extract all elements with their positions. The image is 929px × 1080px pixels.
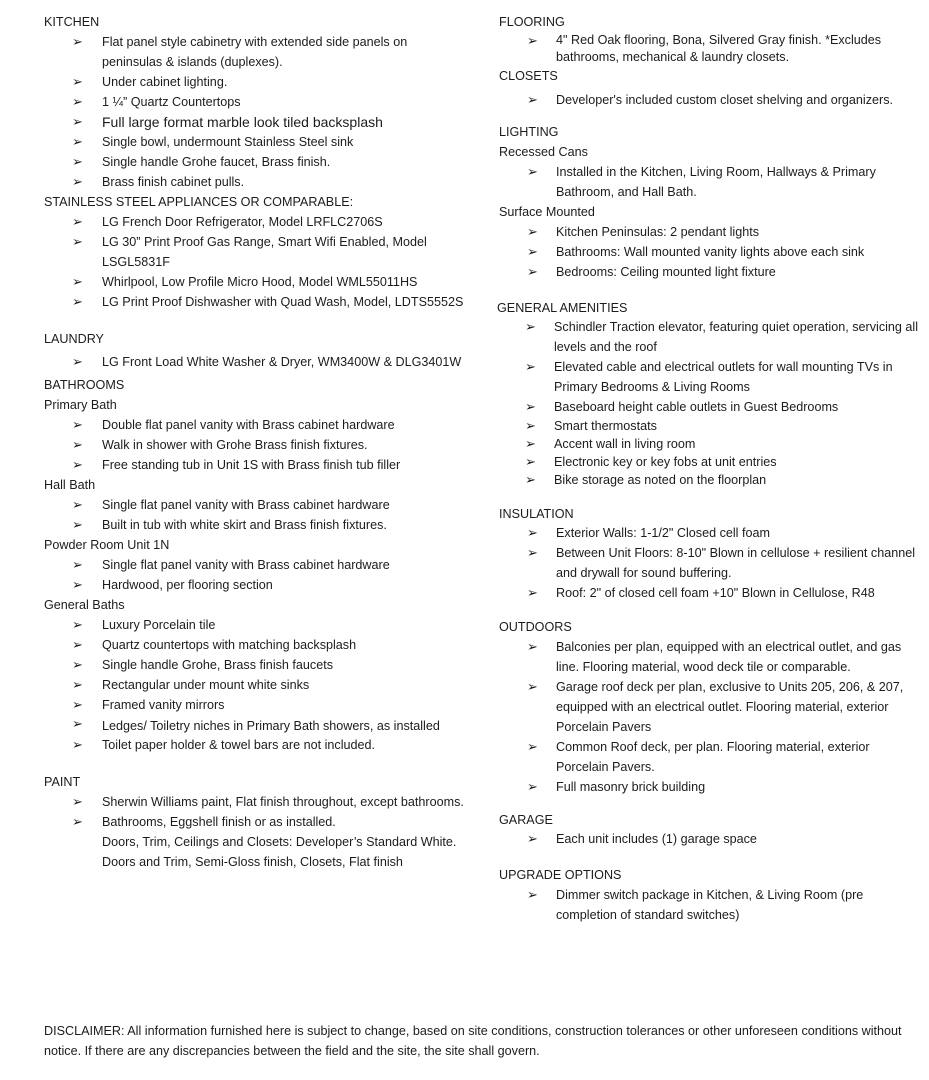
list-item: ➢ Rectangular under mount white sinks [44,675,469,695]
list-item: ➢ Single bowl, undermount Stainless Steel sink [44,132,469,152]
list-item: ➢ Single flat panel vanity with Brass cabinet hardware [44,495,469,515]
list-item: ➢ Each unit includes (1) garage space [499,829,919,849]
section-garage [499,811,919,849]
section-heading: CLOSETS [499,69,558,83]
list-item: ➢ Ledges/ Toiletry niches in Primary Bath showers, as installed [72,716,440,733]
arrow-bullet-icon: ➢ [525,418,536,433]
primary-bath-list [44,415,469,475]
list-item: ➢ Bathrooms, Eggshell finish or as installed. [44,812,469,832]
section-kitchen [44,12,469,192]
arrow-bullet-icon: ➢ [527,679,538,694]
list-item: ➢ Kitchen Peninsulas: 2 pendant lights [499,222,919,242]
section-lighting [499,122,919,282]
laundry-list [44,349,469,375]
arrow-bullet-icon: ➢ [527,585,538,600]
recessed-cans-list [499,162,919,202]
arrow-bullet-icon: ➢ [72,716,83,731]
arrow-bullet-icon: ➢ [72,214,83,229]
right-column [499,12,919,925]
subsection-title: Surface Mounted [499,205,595,219]
section-general-amenities [497,300,919,489]
arrow-bullet-icon: ➢ [527,739,538,754]
arrow-bullet-icon: ➢ [525,319,536,334]
list-item: ➢ Baseboard height cable outlets in Guest Bedrooms [497,397,919,417]
list-item: ➢ Electronic key or key fobs at unit entries [525,454,777,469]
arrow-bullet-icon: ➢ [527,92,538,107]
amenities-list [497,317,919,489]
arrow-bullet-icon: ➢ [527,639,538,654]
arrow-bullet-icon: ➢ [72,794,83,809]
list-item: ➢ LG 30” Print Proof Gas Range, Smart Wifi Enabled, Model LSGL5831F [72,234,427,269]
paint-list [44,792,469,832]
list-item: ➢ 1 ¼” Quartz Countertops [44,92,469,112]
list-item: ➢ LG Print Proof Dishwasher with Quad Wash, Model, LDTS5552S [44,292,469,312]
section-closets [499,66,919,110]
arrow-bullet-icon: ➢ [527,831,538,846]
arrow-bullet-icon: ➢ [527,545,538,560]
arrow-bullet-icon: ➢ [72,234,83,249]
list-item: ➢ Garage roof deck per plan, exclusive to Units 205, 206, & 207, equipped with an electrical outlet. Flooring material, exterior Porcelain Pavers [527,679,904,734]
section-upgrade-options [499,865,919,925]
list-item: ➢ Smart thermostats [525,418,657,433]
arrow-bullet-icon: ➢ [72,814,83,829]
arrow-bullet-icon: ➢ [72,737,83,752]
disclaimer-text: DISCLAIMER: All information furnished here is subject to change, based on site conditions, construction tolerances or other unforeseen conditions without notice. If there are any discrepancies between the field and the site, the site shall govern. [44,1024,902,1058]
list-item: ➢ Sherwin Williams paint, Flat finish throughout, except bathrooms. [44,792,469,812]
arrow-bullet-icon: ➢ [525,436,536,451]
arrow-bullet-icon: ➢ [72,274,83,289]
section-heading: STAINLESS STEEL APPLIANCES OR COMPARABLE: [44,195,354,209]
list-item: ➢ Common Roof deck, per plan. Flooring material, exterior Porcelain Pavers. [527,739,870,774]
kitchen-list [44,32,469,192]
insulation-list [499,523,919,603]
arrow-bullet-icon: ➢ [527,264,538,279]
paint-continuation-text: Doors, Trim, Ceilings and Closets: Developer’s Standard White. Doors and Trim, Semi-Gloss finish, Closets, Flat finish [102,835,457,869]
arrow-bullet-icon: ➢ [72,517,83,532]
list-item: ➢ Brass finish cabinet pulls. [44,172,469,192]
flooring-list [499,32,919,66]
subsection-title: Primary Bath [44,398,117,412]
section-laundry [44,329,469,375]
list-item: ➢ Framed vanity mirrors [44,695,469,715]
list-item: ➢ Bedrooms: Ceiling mounted light fixture [499,262,919,282]
list-item: ➢ LG French Door Refrigerator, Model LRFLC2706S [44,212,469,232]
subsection-title: Hall Bath [44,478,96,492]
arrow-bullet-icon: ➢ [72,94,83,109]
subsection-title: General Baths [44,598,125,612]
arrow-bullet-icon: ➢ [72,34,83,49]
list-item: ➢ Single flat panel vanity with Brass cabinet hardware [44,555,469,575]
arrow-bullet-icon: ➢ [72,74,83,89]
arrow-bullet-icon: ➢ [527,525,538,540]
hall-bath-list [44,495,469,535]
section-heading: OUTDOORS [499,620,572,634]
list-item: ➢ Bathrooms: Wall mounted vanity lights above each sink [499,242,919,262]
general-baths-list [44,615,469,755]
upgrade-options-list [499,885,919,925]
subsection-title: Powder Room Unit 1N [44,538,170,552]
list-item: ➢ Exterior Walls: 1-1/2" Closed cell foam [499,523,919,543]
list-item: ➢ LG Front Load White Washer & Dryer, WM3400W & DLG3401W [44,349,469,375]
arrow-bullet-icon: ➢ [72,114,83,129]
arrow-bullet-icon: ➢ [525,359,536,374]
arrow-bullet-icon: ➢ [72,577,83,592]
arrow-bullet-icon: ➢ [72,174,83,189]
arrow-bullet-icon: ➢ [527,33,538,48]
arrow-bullet-icon: ➢ [72,497,83,512]
garage-list [499,829,919,849]
section-heading: UPGRADE OPTIONS [499,868,622,882]
section-appliances [44,192,469,312]
list-item: ➢ Single handle Grohe faucet, Brass finish. [44,152,469,172]
arrow-bullet-icon: ➢ [72,134,83,149]
arrow-bullet-icon: ➢ [72,697,83,712]
arrow-bullet-icon: ➢ [72,677,83,692]
list-item: ➢ Free standing tub in Unit 1S with Brass finish tub filler [44,455,469,475]
outdoors-list [499,637,919,797]
appliances-list [44,212,469,312]
section-heading: LIGHTING [499,125,559,139]
section-heading: PAINT [44,775,81,789]
arrow-bullet-icon: ➢ [525,472,536,487]
list-item: ➢ Under cabinet lighting. [44,72,469,92]
list-item: ➢ Dimmer switch package in Kitchen, & Living Room (pre completion of standard switches) [527,887,864,922]
section-heading: INSULATION [499,507,574,521]
arrow-bullet-icon: ➢ [527,224,538,239]
list-item: ➢ Flat panel style cabinetry with extended side panels on peninsulas & islands (duplexes). [72,34,408,69]
section-heading: FLOORING [499,15,565,29]
arrow-bullet-icon: ➢ [527,244,538,259]
list-item: ➢ Full masonry brick building [499,777,919,797]
list-item: ➢ Installed in the Kitchen, Living Room, Hallways & Primary Bathroom, and Hall Bath. [527,164,876,199]
list-item: ➢ Single handle Grohe, Brass finish faucets [44,655,469,675]
arrow-bullet-icon: ➢ [525,454,536,469]
arrow-bullet-icon: ➢ [72,637,83,652]
arrow-bullet-icon: ➢ [72,154,83,169]
section-outdoors [499,617,919,797]
surface-mounted-list [499,222,919,282]
list-item: ➢ Toilet paper holder & towel bars are not included. [44,735,469,755]
arrow-bullet-icon: ➢ [72,294,83,309]
section-heading: BATHROOMS [44,378,125,392]
arrow-bullet-icon: ➢ [72,617,83,632]
list-item: ➢ Luxury Porcelain tile [44,615,469,635]
section-insulation [499,505,919,603]
list-item: ➢ Quartz countertops with matching backsplash [44,635,469,655]
arrow-bullet-icon: ➢ [72,457,83,472]
arrow-bullet-icon: ➢ [72,354,83,369]
list-item: ➢ Accent wall in living room [525,436,696,451]
list-item: ➢ Balconies per plan, equipped with an electrical outlet, and gas line. Flooring material, wood deck tile or comparable. [527,639,902,674]
arrow-bullet-icon: ➢ [72,417,83,432]
section-heading: LAUNDRY [44,332,104,346]
arrow-bullet-icon: ➢ [72,657,83,672]
left-column [44,12,469,872]
section-heading: GARAGE [499,813,553,827]
arrow-bullet-icon: ➢ [527,887,538,902]
section-flooring [499,12,919,66]
list-item: ➢ Between Unit Floors: 8-10" Blown in cellulose + resilient channel and drywall for sound buffering. [527,545,916,580]
arrow-bullet-icon: ➢ [525,399,536,414]
subsection-title: Recessed Cans [499,145,588,159]
list-item: ➢ Bike storage as noted on the floorplan [525,472,767,487]
powder-room-list [44,555,469,595]
list-item: ➢ Whirlpool, Low Profile Micro Hood, Model WML55011HS [44,272,469,292]
list-item: ➢ Full large format marble look tiled backsplash [72,114,383,130]
list-item: ➢ Developer's included custom closet shelving and organizers. [499,86,919,110]
arrow-bullet-icon: ➢ [527,779,538,794]
list-item: ➢ Double flat panel vanity with Brass cabinet hardware [44,415,469,435]
list-item: ➢ Elevated cable and electrical outlets for wall mounting TVs in Primary Bedrooms & Living Rooms [525,359,893,394]
section-paint [44,772,469,872]
section-heading: GENERAL AMENITIES [497,301,628,315]
list-item: ➢ Walk in shower with Grohe Brass finish fixtures. [44,435,469,455]
list-item: ➢ 4" Red Oak flooring, Bona, Silvered Gray finish. *Excludes bathrooms, mechanical & laundry closets. [527,33,882,64]
section-bathrooms [44,375,469,755]
closets-list [499,86,919,110]
list-item: ➢ Hardwood, per flooring section [44,575,469,595]
arrow-bullet-icon: ➢ [72,557,83,572]
list-item: ➢ Schindler Traction elevator, featuring quiet operation, servicing all levels and the roof [525,319,919,354]
arrow-bullet-icon: ➢ [72,437,83,452]
list-item: ➢ Roof: 2" of closed cell foam +10" Blown in Cellulose, R48 [499,583,919,603]
arrow-bullet-icon: ➢ [527,164,538,179]
list-item: ➢ Built in tub with white skirt and Brass finish fixtures. [44,515,469,535]
section-heading: KITCHEN [44,15,100,29]
